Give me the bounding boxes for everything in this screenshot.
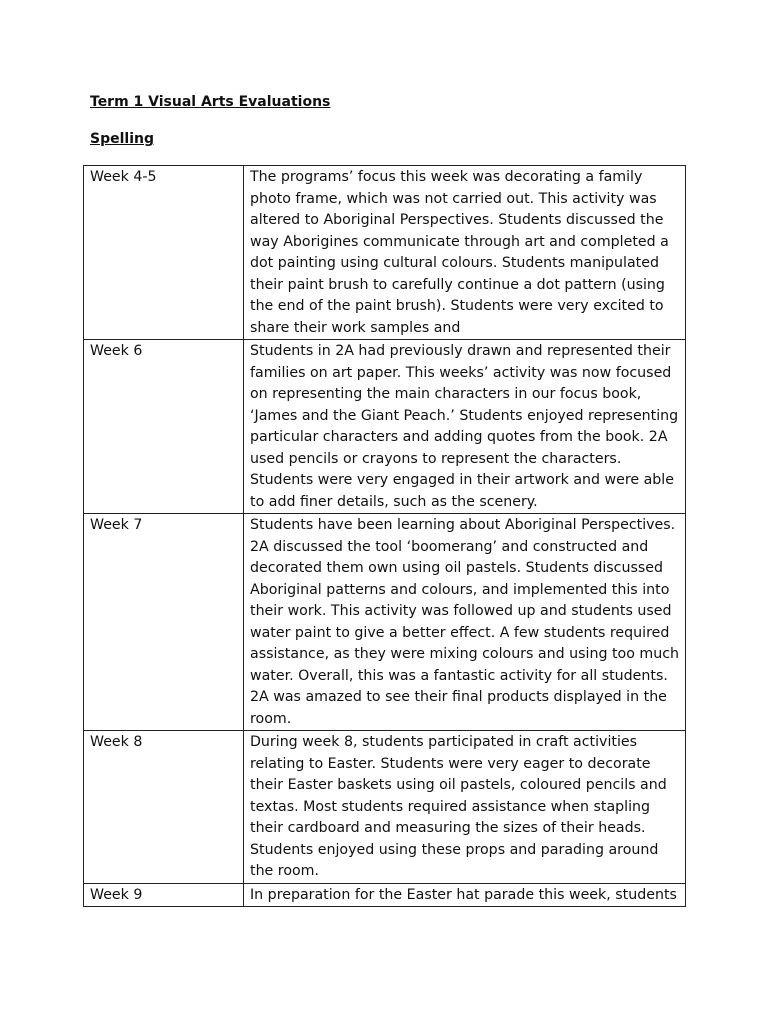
week-cell: Week 7	[84, 514, 244, 731]
section-heading: Spelling	[90, 131, 154, 147]
table-row	[84, 166, 686, 340]
table-row	[84, 340, 686, 514]
evaluation-table	[83, 165, 686, 907]
week-cell: Week 8	[84, 731, 244, 884]
table-row	[84, 514, 686, 731]
description-cell: Students in 2A had previously drawn and represented their families on art paper. This weeks’ activity was now focused on representing the main characters in our focus book, ‘James and the Giant Peach.’ Students enjoyed representing particular characters and adding quotes from the book. 2A used pencils or crayons to represent the characters. Students were very engaged in their artwork and were able to add finer details, such as the scenery.	[244, 340, 686, 514]
description-cell: In preparation for the Easter hat parade this week, students	[244, 883, 686, 907]
table-row	[84, 731, 686, 884]
description-cell: Students have been learning about Aboriginal Perspectives. 2A discussed the tool ‘boomerang’ and constructed and decorated them own using oil pastels. Students discussed Aboriginal patterns and colours, and implemented this into their work. This activity was followed up and students used water paint to give a better effect. A few students required assistance, as they were mixing colours and using too much water. Overall, this was a fantastic activity for all students. 2A was amazed to see their final products displayed in the room.	[244, 514, 686, 731]
week-cell: Week 9	[84, 883, 244, 907]
description-cell: The programs’ focus this week was decorating a family photo frame, which was not carried out. This activity was altered to Aboriginal Perspectives. Students discussed the way Aborigines communicate through art and completed a dot painting using cultural colours. Students manipulated their paint brush to carefully continue a dot pattern (using the end of the paint brush). Students were very excited to share their work samples and	[244, 166, 686, 340]
description-cell: During week 8, students participated in craft activities relating to Easter. Students were very eager to decorate their Easter baskets using oil pastels, coloured pencils and textas. Most students required assistance when stapling their cardboard and measuring the sizes of their heads. Students enjoyed using these props and parading around the room.	[244, 731, 686, 884]
week-cell: Week 6	[84, 340, 244, 514]
week-cell: Week 4-5	[84, 166, 244, 340]
document-title: Term 1 Visual Arts Evaluations	[90, 94, 331, 110]
table-row	[84, 883, 686, 907]
